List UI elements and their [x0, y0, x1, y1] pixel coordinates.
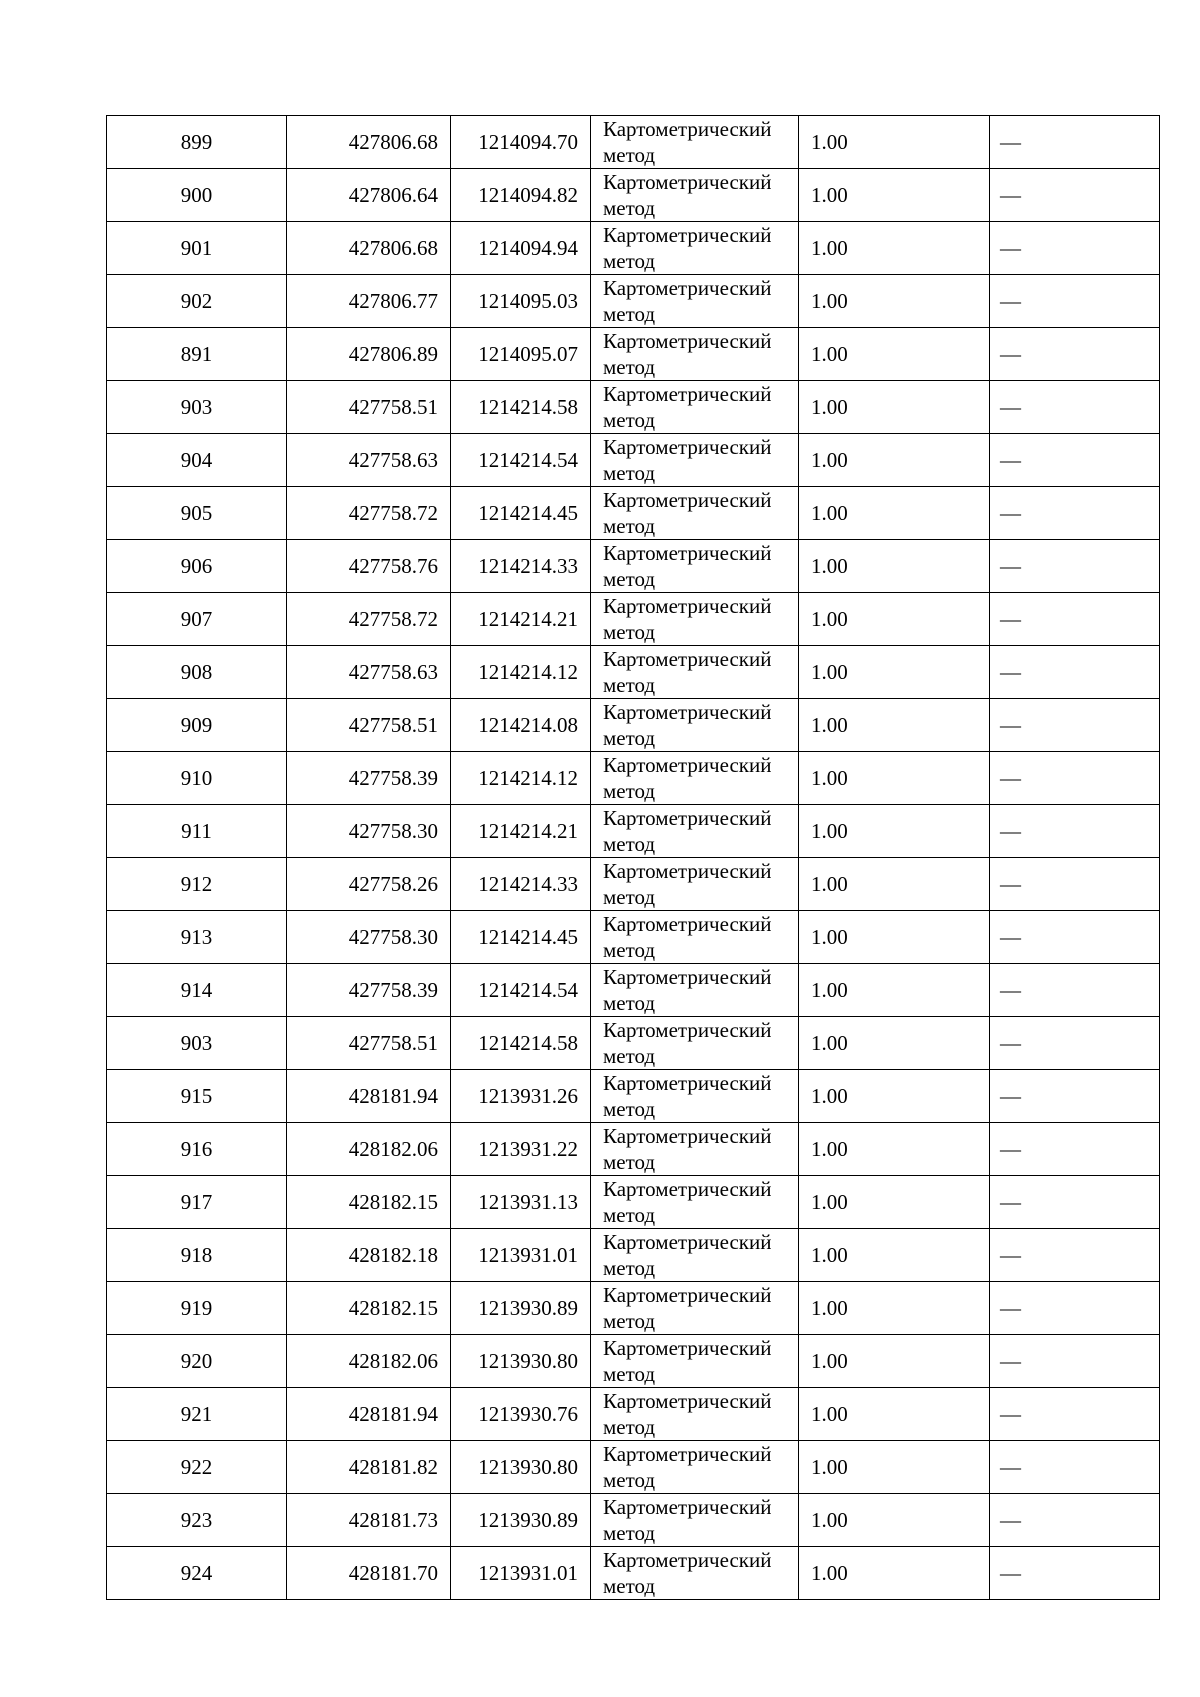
method-cell	[591, 1388, 799, 1441]
method-line-1: Картометрический	[603, 1283, 772, 1307]
accuracy-cell: 1.00	[799, 1282, 990, 1335]
method-line-1: Картометрический	[603, 1495, 772, 1519]
x-coordinate-cell: 427806.68	[287, 116, 451, 169]
table-row	[107, 275, 1160, 328]
x-coordinate-cell: 428181.82	[287, 1441, 451, 1494]
method-line-2: метод	[603, 620, 656, 644]
method-cell	[591, 1176, 799, 1229]
method-line-1: Картометрический	[603, 859, 772, 883]
method-line-2: метод	[603, 779, 656, 803]
point-number-cell: 912	[107, 858, 287, 911]
table-row	[107, 805, 1160, 858]
method-line-2: метод	[603, 514, 656, 538]
method-line-1: Картометрический	[603, 647, 772, 671]
description-cell: —	[990, 434, 1160, 487]
point-number-cell: 891	[107, 328, 287, 381]
x-coordinate-cell: 427758.72	[287, 593, 451, 646]
table-row	[107, 1547, 1160, 1600]
x-coordinate-cell: 427758.76	[287, 540, 451, 593]
table-row	[107, 540, 1160, 593]
method-cell	[591, 381, 799, 434]
method-line-1: Картометрический	[603, 1177, 772, 1201]
description-cell: —	[990, 1176, 1160, 1229]
method-cell	[591, 116, 799, 169]
method-line-1: Картометрический	[603, 541, 772, 565]
description-cell: —	[990, 1229, 1160, 1282]
point-number-cell: 904	[107, 434, 287, 487]
table-row	[107, 222, 1160, 275]
method-line-2: метод	[603, 1203, 656, 1227]
description-cell: —	[990, 116, 1160, 169]
accuracy-cell: 1.00	[799, 487, 990, 540]
y-coordinate-cell: 1214214.54	[451, 434, 591, 487]
accuracy-cell: 1.00	[799, 222, 990, 275]
description-cell: —	[990, 1335, 1160, 1388]
method-line-2: метод	[603, 726, 656, 750]
accuracy-cell: 1.00	[799, 646, 990, 699]
table-row	[107, 1176, 1160, 1229]
method-line-1: Картометрический	[603, 488, 772, 512]
x-coordinate-cell: 428181.94	[287, 1388, 451, 1441]
description-cell: —	[990, 275, 1160, 328]
method-line-2: метод	[603, 885, 656, 909]
point-number-cell: 917	[107, 1176, 287, 1229]
x-coordinate-cell: 427758.30	[287, 911, 451, 964]
method-cell	[591, 222, 799, 275]
method-line-2: метод	[603, 673, 656, 697]
method-line-1: Картометрический	[603, 965, 772, 989]
method-line-1: Картометрический	[603, 276, 772, 300]
table-row	[107, 1282, 1160, 1335]
accuracy-cell: 1.00	[799, 116, 990, 169]
method-line-1: Картометрический	[603, 117, 772, 141]
point-number-cell: 903	[107, 1017, 287, 1070]
table-row	[107, 328, 1160, 381]
y-coordinate-cell: 1214095.03	[451, 275, 591, 328]
y-coordinate-cell: 1214214.21	[451, 593, 591, 646]
x-coordinate-cell: 428181.73	[287, 1494, 451, 1547]
method-cell	[591, 1070, 799, 1123]
accuracy-cell: 1.00	[799, 1335, 990, 1388]
method-line-2: метод	[603, 938, 656, 962]
point-number-cell: 903	[107, 381, 287, 434]
table-row	[107, 169, 1160, 222]
method-cell	[591, 1335, 799, 1388]
method-line-1: Картометрический	[603, 1442, 772, 1466]
x-coordinate-cell: 427758.51	[287, 1017, 451, 1070]
x-coordinate-cell: 428182.06	[287, 1123, 451, 1176]
table-row	[107, 858, 1160, 911]
method-cell	[591, 646, 799, 699]
point-number-cell: 909	[107, 699, 287, 752]
description-cell: —	[990, 487, 1160, 540]
description-cell: —	[990, 1494, 1160, 1547]
accuracy-cell: 1.00	[799, 328, 990, 381]
x-coordinate-cell: 427758.39	[287, 964, 451, 1017]
table-row	[107, 434, 1160, 487]
x-coordinate-cell: 427758.51	[287, 699, 451, 752]
method-line-2: метод	[603, 991, 656, 1015]
method-line-1: Картометрический	[603, 806, 772, 830]
x-coordinate-cell: 427758.63	[287, 434, 451, 487]
method-line-1: Картометрический	[603, 1548, 772, 1572]
method-line-2: метод	[603, 1362, 656, 1386]
point-number-cell: 902	[107, 275, 287, 328]
accuracy-cell: 1.00	[799, 911, 990, 964]
method-line-2: метод	[603, 302, 656, 326]
method-line-1: Картометрический	[603, 1389, 772, 1413]
point-number-cell: 919	[107, 1282, 287, 1335]
method-line-2: метод	[603, 1574, 656, 1598]
method-line-2: метод	[603, 408, 656, 432]
table-row	[107, 911, 1160, 964]
y-coordinate-cell: 1213931.22	[451, 1123, 591, 1176]
method-line-2: метод	[603, 1097, 656, 1121]
x-coordinate-cell: 428182.15	[287, 1176, 451, 1229]
method-line-2: метод	[603, 1468, 656, 1492]
method-line-1: Картометрический	[603, 170, 772, 194]
y-coordinate-cell: 1213931.13	[451, 1176, 591, 1229]
method-cell	[591, 1229, 799, 1282]
point-number-cell: 915	[107, 1070, 287, 1123]
method-cell	[591, 1123, 799, 1176]
point-number-cell: 905	[107, 487, 287, 540]
method-line-1: Картометрический	[603, 435, 772, 459]
accuracy-cell: 1.00	[799, 593, 990, 646]
x-coordinate-cell: 427806.64	[287, 169, 451, 222]
table-row	[107, 381, 1160, 434]
point-number-cell: 916	[107, 1123, 287, 1176]
table-row	[107, 1123, 1160, 1176]
method-cell	[591, 169, 799, 222]
accuracy-cell: 1.00	[799, 381, 990, 434]
y-coordinate-cell: 1213930.80	[451, 1441, 591, 1494]
x-coordinate-cell: 428182.18	[287, 1229, 451, 1282]
y-coordinate-cell: 1213930.76	[451, 1388, 591, 1441]
y-coordinate-cell: 1214214.58	[451, 381, 591, 434]
method-cell	[591, 1282, 799, 1335]
method-cell	[591, 964, 799, 1017]
description-cell: —	[990, 1070, 1160, 1123]
description-cell: —	[990, 646, 1160, 699]
method-line-2: метод	[603, 1415, 656, 1439]
method-line-1: Картометрический	[603, 329, 772, 353]
y-coordinate-cell: 1214094.70	[451, 116, 591, 169]
description-cell: —	[990, 805, 1160, 858]
description-cell: —	[990, 1017, 1160, 1070]
method-cell	[591, 1441, 799, 1494]
point-number-cell: 924	[107, 1547, 287, 1600]
method-line-2: метод	[603, 1521, 656, 1545]
description-cell: —	[990, 699, 1160, 752]
point-number-cell: 899	[107, 116, 287, 169]
method-cell	[591, 858, 799, 911]
y-coordinate-cell: 1213930.80	[451, 1335, 591, 1388]
description-cell: —	[990, 222, 1160, 275]
accuracy-cell: 1.00	[799, 1017, 990, 1070]
method-line-2: метод	[603, 461, 656, 485]
y-coordinate-cell: 1213930.89	[451, 1494, 591, 1547]
point-number-cell: 901	[107, 222, 287, 275]
accuracy-cell: 1.00	[799, 964, 990, 1017]
method-cell	[591, 593, 799, 646]
point-number-cell: 922	[107, 1441, 287, 1494]
method-cell	[591, 1017, 799, 1070]
table-row	[107, 1441, 1160, 1494]
method-cell	[591, 1547, 799, 1600]
x-coordinate-cell: 427758.51	[287, 381, 451, 434]
accuracy-cell: 1.00	[799, 1070, 990, 1123]
method-cell	[591, 328, 799, 381]
point-number-cell: 906	[107, 540, 287, 593]
method-line-2: метод	[603, 567, 656, 591]
table-row	[107, 752, 1160, 805]
x-coordinate-cell: 427806.89	[287, 328, 451, 381]
y-coordinate-cell: 1213931.26	[451, 1070, 591, 1123]
table-body	[107, 116, 1160, 1600]
method-line-1: Картометрический	[603, 912, 772, 936]
x-coordinate-cell: 427758.39	[287, 752, 451, 805]
point-number-cell: 921	[107, 1388, 287, 1441]
x-coordinate-cell: 428182.06	[287, 1335, 451, 1388]
method-line-1: Картометрический	[603, 1336, 772, 1360]
y-coordinate-cell: 1214214.21	[451, 805, 591, 858]
method-cell	[591, 1494, 799, 1547]
method-line-1: Картометрический	[603, 382, 772, 406]
description-cell: —	[990, 964, 1160, 1017]
x-coordinate-cell: 428181.70	[287, 1547, 451, 1600]
description-cell: —	[990, 328, 1160, 381]
description-cell: —	[990, 858, 1160, 911]
table-row	[107, 1229, 1160, 1282]
method-cell	[591, 699, 799, 752]
method-line-2: метод	[603, 1150, 656, 1174]
point-number-cell: 918	[107, 1229, 287, 1282]
y-coordinate-cell: 1214214.54	[451, 964, 591, 1017]
accuracy-cell: 1.00	[799, 752, 990, 805]
y-coordinate-cell: 1213931.01	[451, 1229, 591, 1282]
method-line-1: Картометрический	[603, 1230, 772, 1254]
method-line-1: Картометрический	[603, 594, 772, 618]
description-cell: —	[990, 1547, 1160, 1600]
description-cell: —	[990, 540, 1160, 593]
method-cell	[591, 434, 799, 487]
method-cell	[591, 752, 799, 805]
method-cell	[591, 911, 799, 964]
table-row	[107, 1388, 1160, 1441]
table-row	[107, 964, 1160, 1017]
method-line-1: Картометрический	[603, 1071, 772, 1095]
method-line-2: метод	[603, 832, 656, 856]
accuracy-cell: 1.00	[799, 1547, 990, 1600]
accuracy-cell: 1.00	[799, 1494, 990, 1547]
x-coordinate-cell: 427758.30	[287, 805, 451, 858]
description-cell: —	[990, 169, 1160, 222]
y-coordinate-cell: 1214214.12	[451, 646, 591, 699]
accuracy-cell: 1.00	[799, 1123, 990, 1176]
x-coordinate-cell: 427758.72	[287, 487, 451, 540]
point-number-cell: 923	[107, 1494, 287, 1547]
accuracy-cell: 1.00	[799, 1176, 990, 1229]
accuracy-cell: 1.00	[799, 275, 990, 328]
method-line-2: метод	[603, 249, 656, 273]
description-cell: —	[990, 752, 1160, 805]
y-coordinate-cell: 1214214.12	[451, 752, 591, 805]
y-coordinate-cell: 1214094.94	[451, 222, 591, 275]
method-line-2: метод	[603, 1309, 656, 1333]
y-coordinate-cell: 1214214.08	[451, 699, 591, 752]
description-cell: —	[990, 1388, 1160, 1441]
y-coordinate-cell: 1214094.82	[451, 169, 591, 222]
table-row	[107, 1494, 1160, 1547]
y-coordinate-cell: 1213930.89	[451, 1282, 591, 1335]
table-row	[107, 1017, 1160, 1070]
accuracy-cell: 1.00	[799, 699, 990, 752]
description-cell: —	[990, 1441, 1160, 1494]
accuracy-cell: 1.00	[799, 805, 990, 858]
y-coordinate-cell: 1214214.45	[451, 487, 591, 540]
table-row	[107, 1070, 1160, 1123]
method-line-2: метод	[603, 355, 656, 379]
point-number-cell: 914	[107, 964, 287, 1017]
y-coordinate-cell: 1214095.07	[451, 328, 591, 381]
method-cell	[591, 275, 799, 328]
table-row	[107, 646, 1160, 699]
description-cell: —	[990, 593, 1160, 646]
x-coordinate-cell: 427806.68	[287, 222, 451, 275]
description-cell: —	[990, 1123, 1160, 1176]
method-line-1: Картометрический	[603, 700, 772, 724]
x-coordinate-cell: 427806.77	[287, 275, 451, 328]
y-coordinate-cell: 1214214.45	[451, 911, 591, 964]
table-row	[107, 116, 1160, 169]
description-cell: —	[990, 1282, 1160, 1335]
point-number-cell: 900	[107, 169, 287, 222]
description-cell: —	[990, 381, 1160, 434]
accuracy-cell: 1.00	[799, 858, 990, 911]
description-cell: —	[990, 911, 1160, 964]
method-line-2: метод	[603, 1044, 656, 1068]
point-number-cell: 920	[107, 1335, 287, 1388]
coordinates-table	[106, 115, 1160, 1600]
method-cell	[591, 805, 799, 858]
point-number-cell: 913	[107, 911, 287, 964]
x-coordinate-cell: 427758.63	[287, 646, 451, 699]
method-line-2: метод	[603, 196, 656, 220]
method-cell	[591, 487, 799, 540]
accuracy-cell: 1.00	[799, 1441, 990, 1494]
accuracy-cell: 1.00	[799, 1229, 990, 1282]
table-row	[107, 487, 1160, 540]
point-number-cell: 907	[107, 593, 287, 646]
accuracy-cell: 1.00	[799, 169, 990, 222]
table-row	[107, 1335, 1160, 1388]
point-number-cell: 911	[107, 805, 287, 858]
x-coordinate-cell: 428181.94	[287, 1070, 451, 1123]
table-row	[107, 593, 1160, 646]
method-line-1: Картометрический	[603, 1124, 772, 1148]
method-line-1: Картометрический	[603, 223, 772, 247]
method-line-1: Картометрический	[603, 1018, 772, 1042]
point-number-cell: 908	[107, 646, 287, 699]
accuracy-cell: 1.00	[799, 540, 990, 593]
x-coordinate-cell: 427758.26	[287, 858, 451, 911]
y-coordinate-cell: 1214214.58	[451, 1017, 591, 1070]
y-coordinate-cell: 1214214.33	[451, 540, 591, 593]
method-line-2: метод	[603, 1256, 656, 1280]
x-coordinate-cell: 428182.15	[287, 1282, 451, 1335]
y-coordinate-cell: 1213931.01	[451, 1547, 591, 1600]
method-line-2: метод	[603, 143, 656, 167]
accuracy-cell: 1.00	[799, 434, 990, 487]
point-number-cell: 910	[107, 752, 287, 805]
y-coordinate-cell: 1214214.33	[451, 858, 591, 911]
method-cell	[591, 540, 799, 593]
accuracy-cell: 1.00	[799, 1388, 990, 1441]
table-row	[107, 699, 1160, 752]
method-line-1: Картометрический	[603, 753, 772, 777]
